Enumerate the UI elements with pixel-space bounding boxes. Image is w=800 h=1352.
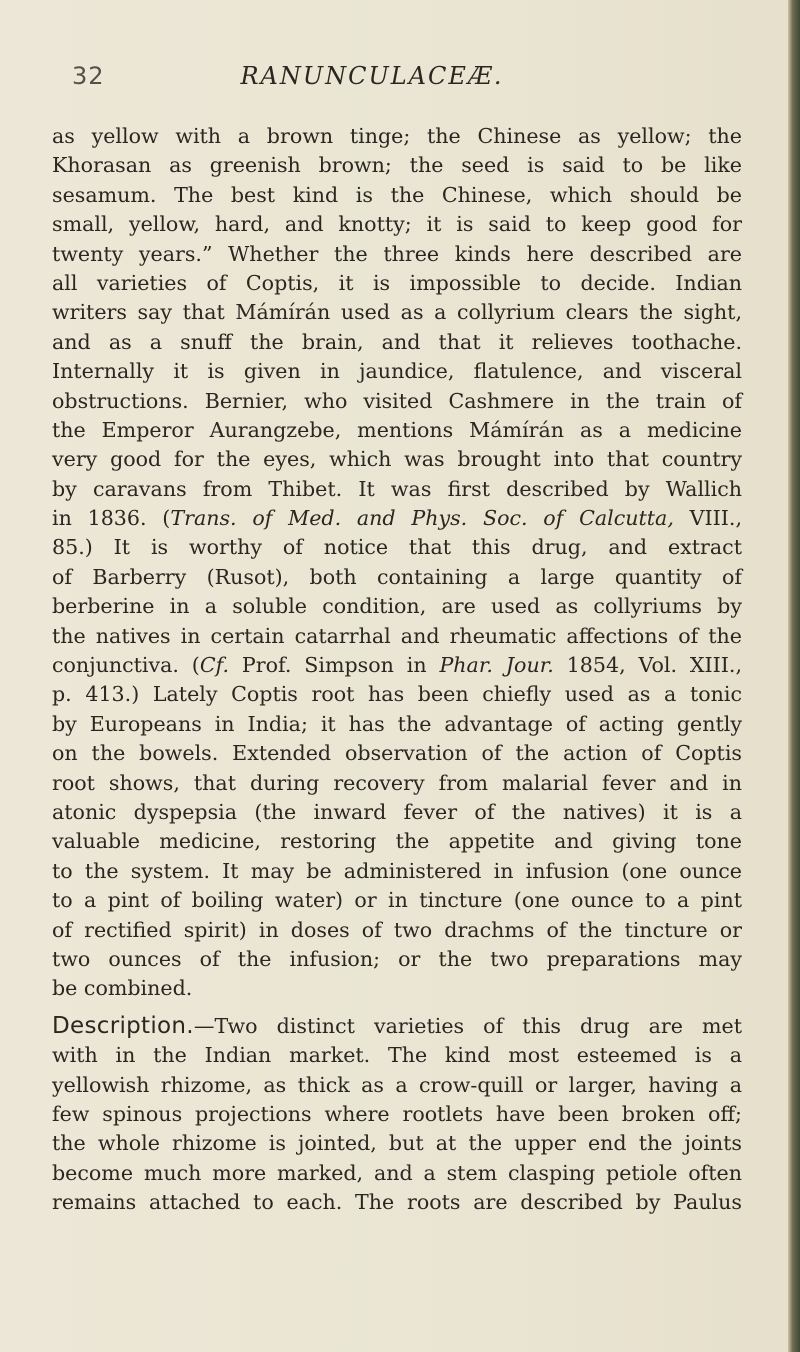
page-header bbox=[72, 62, 772, 102]
text-line: very good for the eyes, which was brought into that country bbox=[52, 447, 742, 472]
text-line: on the bowels. Extended observation of the action of Coptis bbox=[52, 741, 742, 766]
page-number: 32 bbox=[72, 62, 105, 90]
text-line: the natives in certain catarrhal and rheumatic affections of the bbox=[52, 623, 742, 648]
body-text bbox=[52, 122, 742, 1217]
text-line: small, yellow, hard, and knotty; it is said to keep good for bbox=[52, 212, 742, 237]
text-line: few spinous projections where rootlets have been broken off; bbox=[52, 1101, 742, 1126]
text-line: the Emperor Aurangzebe, mentions Mámírán as a medicine bbox=[52, 417, 742, 442]
citation-cf: Cf. bbox=[199, 653, 230, 678]
paragraph-1 bbox=[52, 122, 742, 1004]
text-line: be combined. bbox=[52, 976, 193, 1001]
text-line: and as a snuff the brain, and that it relieves toothache. bbox=[52, 329, 742, 354]
citation-pre: in 1836. ( bbox=[52, 506, 171, 531]
text-line: Internally it is given in jaundice, flatulence, and visceral bbox=[52, 359, 742, 384]
heading-continuation: —Two distinct varieties of this drug are met bbox=[193, 1013, 742, 1038]
text-line: p. 413.) Lately Coptis root has been chiefly used as a tonic bbox=[52, 682, 742, 707]
citation-pre: conjunctiva. ( bbox=[52, 653, 200, 678]
text-line: twenty years.” Whether the three kinds here described are bbox=[52, 241, 742, 266]
text-line: by caravans from Thibet. It was first described by Wallich bbox=[52, 476, 742, 501]
text-line: to a pint of boiling water) or in tincture (one ounce to a pint bbox=[52, 888, 742, 913]
text-line: by Europeans in India; it has the advantage of acting gently bbox=[52, 711, 742, 736]
citation-journal: Phar. Jour. bbox=[439, 653, 554, 678]
text-line: Khorasan as greenish brown; the seed is said to be like bbox=[52, 153, 742, 178]
text-line: the whole rhizome is jointed, but at the upper end the joints bbox=[52, 1131, 742, 1156]
running-head: RANUNCULACEÆ. bbox=[240, 62, 504, 90]
text-line: two ounces of the infusion; or the two preparations may bbox=[52, 946, 742, 971]
text-line: of rectified spirit) in doses of two drachms of the tincture or bbox=[52, 917, 742, 942]
text-line: all varieties of Coptis, it is impossible to decide. Indian bbox=[52, 270, 742, 295]
text-line: berberine in a soluble condition, are used as collyriums by bbox=[52, 594, 742, 619]
text-line: 85.) It is worthy of notice that this drug, and extract bbox=[52, 535, 742, 560]
text-line: become much more marked, and a stem clasping petiole often bbox=[52, 1160, 742, 1185]
text-line-heading bbox=[52, 1012, 742, 1041]
text-line-citation bbox=[52, 504, 742, 533]
text-line-citation bbox=[52, 651, 742, 680]
text-line: writers say that Mámírán used as a collyrium clears the sight, bbox=[52, 300, 742, 325]
text-line: to the system. It may be administered in infusion (one ounce bbox=[52, 858, 742, 883]
page-edge bbox=[788, 0, 800, 1352]
text-line: valuable medicine, restoring the appetite and giving tone bbox=[52, 829, 742, 854]
citation-post: VIII., bbox=[673, 506, 743, 531]
text-line: remains attached to each. The roots are described by Paulus bbox=[52, 1190, 742, 1215]
citation-journal: Trans. of Med. and Phys. Soc. of Calcutta, bbox=[170, 506, 674, 531]
text-line: atonic dyspepsia (the inward fever of the natives) it is a bbox=[52, 799, 742, 824]
section-heading: Description. bbox=[52, 1012, 194, 1039]
text-line: root shows, that during recovery from malarial fever and in bbox=[52, 770, 742, 795]
text-line: yellowish rhizome, as thick as a crow-quill or larger, having a bbox=[52, 1072, 742, 1097]
text-line: of Barberry (Rusot), both containing a large quantity of bbox=[52, 564, 742, 589]
citation-post: 1854, Vol. XIII., bbox=[553, 653, 743, 678]
text-line: sesamum. The best kind is the Chinese, which should be bbox=[52, 182, 742, 207]
text-line: with in the Indian market. The kind most esteemed is a bbox=[52, 1043, 742, 1068]
citation-mid: Prof. Simpson in bbox=[229, 653, 440, 678]
text-line: obstructions. Bernier, who visited Cashmere in the train of bbox=[52, 388, 742, 413]
text-line: as yellow with a brown tinge; the Chinese as yellow; the bbox=[52, 124, 742, 148]
paragraph-2 bbox=[52, 1012, 742, 1218]
